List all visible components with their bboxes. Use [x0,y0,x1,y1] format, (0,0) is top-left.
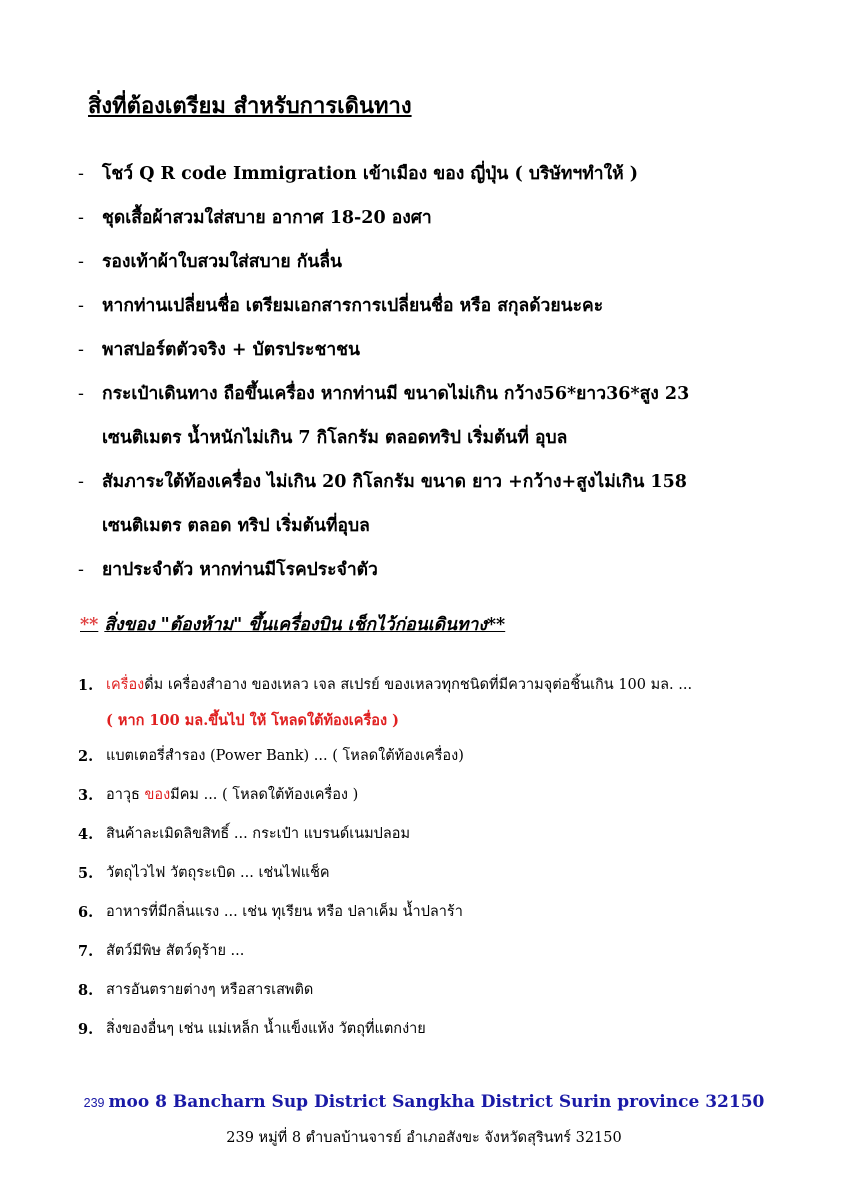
prohibited-list [78,666,778,1049]
list-item: 3. อาวุธ ของมีคม ... ( โหลดใต้ท้องเครื่อง ) [78,787,359,804]
load-under-aircraft-note: ( หาก 100 มล.ขึ้นไป ให้ โหลดใต้ท้องเครื่อง ) [106,712,399,729]
list-item: - สัมภาระใต้ท้องเครื่อง ไม่เกิน 20 กิโลกรัม ขนาด ยาว +กว้าง+สูงไม่เกิน 158 เซนติเมตร ตลอด ทริป เริ่มต้นที่อุบล [78,472,687,536]
list-item: 4. สินค้าละเมิดลิขสิทธิ์ ... กระเป๋า แบรนด์เนมปลอม [78,826,411,843]
list-item: 5. วัตถุไวไฟ วัตถุระเบิด ... เช่นไฟแช็ค [78,865,330,882]
list-item: 2. แบตเตอรี่สำรอง (Power Bank) ... ( โหลดใต้ท้องเครื่อง) [78,748,464,765]
list-item: - โชว์ Q R code Immigration เข้าเมือง ของ ญี่ปุ่น ( บริษัทฯทำให้ ) [78,164,639,184]
list-item: - กระเป๋าเดินทาง ถือขึ้นเครื่อง หากท่านมี ขนาดไม่เกิน กว้าง56*ยาว36*สูง 23 เซนติเมตร น้ำหนักไม่เกิน 7 กิโลกรัม ตลอดทริป เริ่มต้นที่ อุบล [78,384,690,448]
list-item: - พาสปอร์ตตัวจริง + บัตรประชาชน [78,340,360,360]
list-item: 7. สัตว์มีพิษ สัตว์ดุร้าย ... [78,943,245,960]
preparation-list [78,152,768,592]
list-item: - ชุดเสื้อผ้าสวมใส่สบาย อากาศ 18-20 องศา [78,208,432,228]
list-item: 9. สิ่งของอื่นๆ เช่น แม่เหล็ก น้ำแข็งแห้ง วัตถุที่แตกง่าย [78,1021,426,1038]
page-title: สิ่งที่ต้องเตรียม สำหรับการเดินทาง [88,93,412,119]
list-item: - ยาประจำตัว หากท่านมีโรคประจำตัว [78,560,378,580]
list-item: 6. อาหารที่มีกลิ่นแรง ... เช่น ทุเรียน หรือ ปลาเค็ม น้ำปลาร้า [78,904,463,921]
footer-address-th: 239 หมู่ที่ 8 ตำบลบ้านจารย์ อำเภอสังขะ จังหวัดสุรินทร์ 32150 [226,1130,622,1146]
list-item: - หากท่านเปลี่ยนชื่อ เตรียมเอกสารการเปลี่ยนชื่อ หรือ สกุลด้วยนะคะ [78,296,604,316]
list-item: 8. สารอันตรายต่างๆ หรือสารเสพติด [78,982,314,999]
stars-mark: ** [80,615,99,635]
prohibited-heading-text: สิ่งของ "ต้องห้าม" ขึ้นเครื่องบิน เช็กไว้ก่อนเดินทาง** [104,615,506,635]
list-item: - รองเท้าผ้าใบสวมใส่สบาย กันลื่น [78,252,343,272]
list-item: 1. เครื่องดื่ม เครื่องสำอาง ของเหลว เจล สเปรย์ ของเหลวทุกชนิดที่มีความจุต่อชิ้นเกิน 100 มล. ... ( หาก 100 มล.ขึ้นไป ให้ โหลดใต้ท้องเครื่อง ) [78,666,778,737]
footer-address-en: 239 moo 8 Bancharn Sup District Sangkha District Surin province 32150 [83,1092,765,1112]
prohibited-heading [80,610,505,638]
